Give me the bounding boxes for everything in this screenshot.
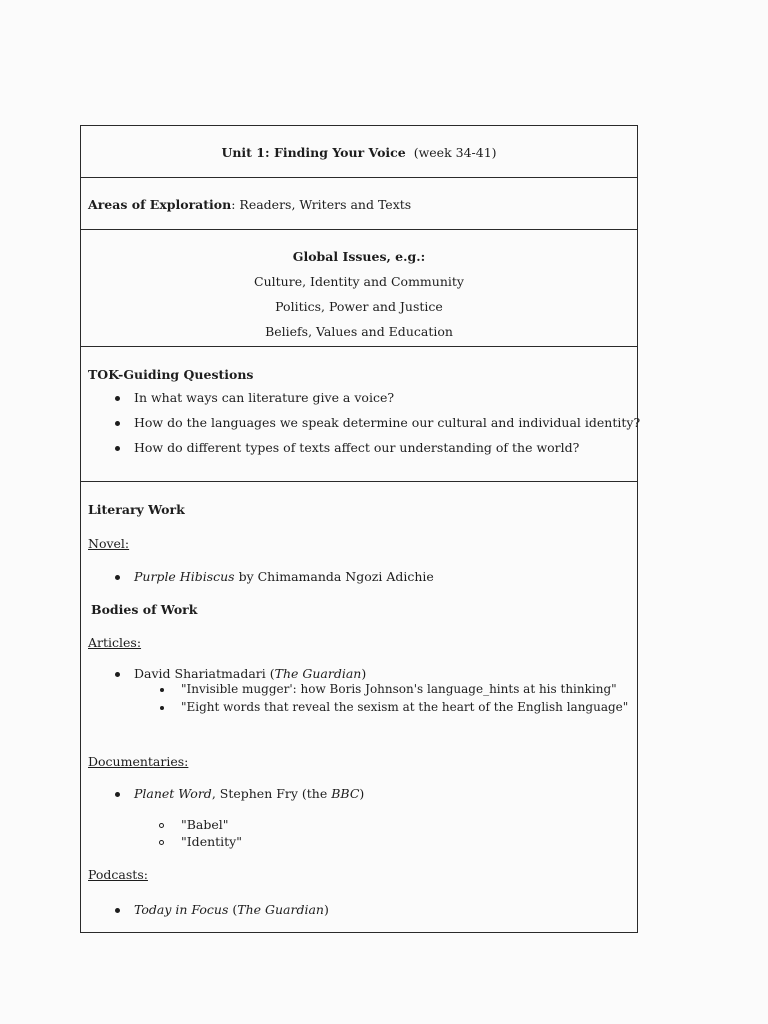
- tok-heading: TOK-Guiding Questions: [88, 367, 254, 382]
- articles-label: Articles:: [88, 635, 142, 650]
- bullet-icon: [115, 446, 120, 451]
- documentary-item: "Babel": [181, 817, 229, 832]
- global-issue-item: Beliefs, Values and Education: [265, 324, 453, 339]
- bullet-icon: [115, 575, 120, 580]
- unit-title-weeks: (week 34-41): [413, 145, 497, 160]
- sub-bullet-icon: [159, 840, 164, 845]
- podcast-title: Today in Focus: [134, 902, 229, 917]
- novel-label: Novel:: [88, 536, 130, 551]
- global-issue-item: Politics, Power and Justice: [275, 299, 443, 314]
- novel-title: Purple Hibiscus: [134, 569, 235, 584]
- unit-title-bold: Unit 1: Finding Your Voice: [221, 145, 406, 160]
- unit-document: [80, 125, 641, 933]
- podcast-source: The Guardian: [237, 902, 324, 917]
- literary-work-heading: Literary Work: [88, 502, 185, 517]
- unit-title-row: [81, 126, 637, 178]
- novel-author: by Chimamanda Ngozi Adichie: [234, 569, 434, 584]
- global-issues-row: [81, 229, 637, 347]
- areas-of-exploration: [88, 197, 411, 212]
- bullet-icon: [115, 396, 120, 401]
- bullet-icon: [115, 792, 120, 797]
- bullet-icon: [115, 672, 120, 677]
- documentary-title: Planet Word: [134, 786, 212, 801]
- article-item: "Eight words that reveal the sexism at the heart of the English language": [181, 700, 629, 714]
- bullet-icon: [115, 421, 120, 426]
- global-issues-heading: Global Issues, e.g.:: [292, 249, 426, 264]
- literary-work-row: [81, 481, 637, 932]
- tok-question: How do different types of texts affect our understanding of the world?: [134, 440, 580, 455]
- tok-question: In what ways can literature give a voice?: [134, 390, 395, 405]
- bullet-icon: [115, 908, 120, 913]
- podcast-entry: Today in Focus (The Guardian): [134, 902, 329, 917]
- sub-bullet-icon: [160, 706, 164, 710]
- global-issue-item: Culture, Identity and Community: [254, 274, 464, 289]
- documentary-item: "Identity": [181, 834, 242, 849]
- bodies-of-work-heading: Bodies of Work: [91, 602, 198, 617]
- tok-question: How do the languages we speak determine our cultural and individual identity?: [134, 415, 641, 430]
- areas-label: Areas of Exploration: [88, 197, 232, 212]
- areas-value: : Readers, Writers and Texts: [231, 197, 412, 212]
- article-item: "Invisible mugger': how Boris Johnson's language_hints at his thinking": [181, 682, 617, 696]
- sub-bullet-icon: [159, 823, 164, 828]
- tok-row: [81, 346, 641, 482]
- article-entry: David Shariatmadari (The Guardian): [134, 666, 367, 681]
- unit-title: [81, 145, 637, 160]
- novel-entry: [134, 569, 434, 584]
- areas-row: [81, 177, 637, 230]
- documentaries-label: Documentaries:: [88, 754, 189, 769]
- sub-bullet-icon: [160, 688, 164, 692]
- documentary-entry: Planet Word, Stephen Fry (the BBC): [134, 786, 365, 801]
- podcasts-label: Podcasts:: [88, 867, 148, 882]
